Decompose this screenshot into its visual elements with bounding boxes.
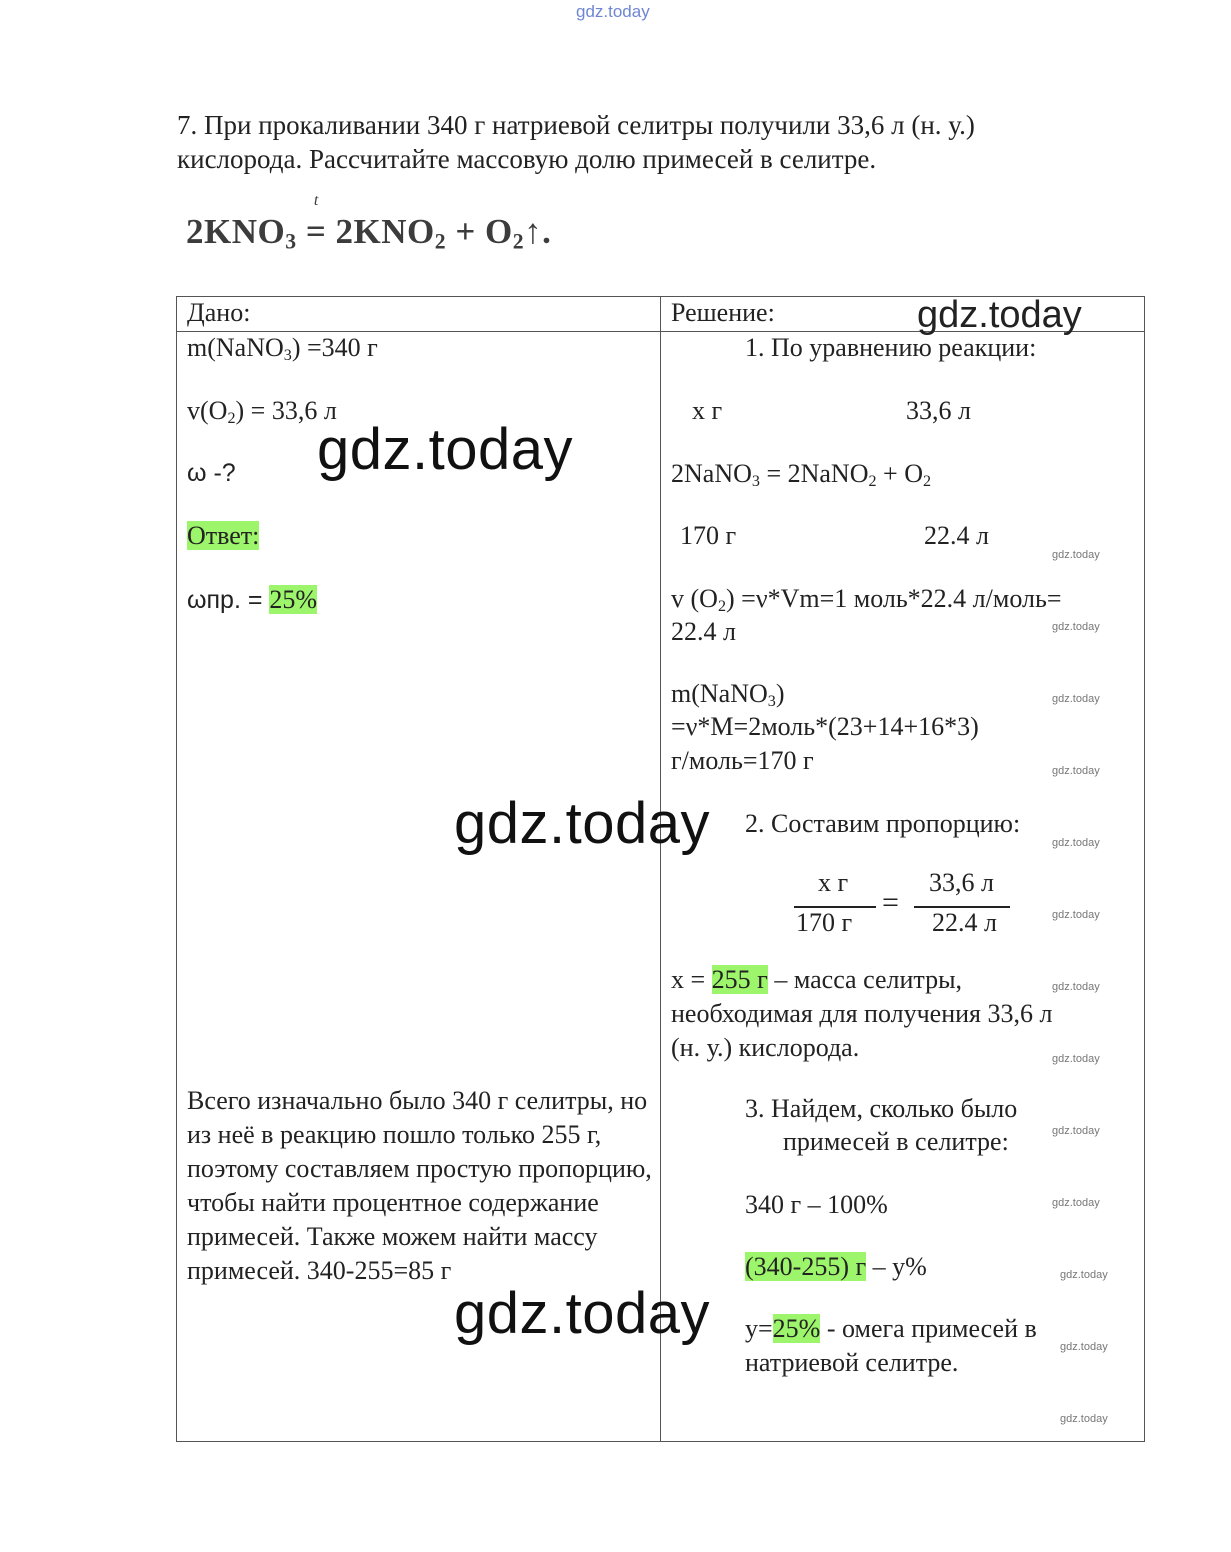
given-mass-sub: 3: [283, 347, 292, 365]
mn-sub: 3: [767, 693, 776, 711]
small-watermark: gdz.today: [1052, 1197, 1100, 1209]
frac-eq: =: [882, 886, 899, 919]
given-vol-sub: 2: [227, 410, 236, 428]
above-x: х г: [692, 396, 723, 425]
mn-b: ): [775, 679, 785, 708]
answer-line: [187, 585, 317, 615]
explanation-text: Всего изначально было 340 г селитры, но из неё в реакцию пошло только 255 г, поэтому составляем простую пропорцию, чтобы найти процентное содержание примесей. Также можем найти массу примесей. 340-255=85 г: [187, 1086, 652, 1285]
p2-rest: – у%: [866, 1252, 927, 1281]
eq-arrow: [305, 192, 327, 252]
y-rest: - омега примесей в: [820, 1314, 1037, 1343]
mn-line3: г/моль=170 г: [671, 746, 814, 775]
header-watermark: gdz.today: [917, 294, 1082, 336]
vo2-sub: 2: [717, 598, 726, 616]
solution-header: Решение:: [671, 298, 775, 327]
vo2-line1: [671, 584, 1062, 614]
answer-prefix: ωпр. =: [187, 586, 270, 614]
step3-line1: 3. Найдем, сколько было: [745, 1094, 1018, 1123]
vo2-line2: 22.4 л: [671, 617, 736, 646]
eq-left: 2KNO: [186, 212, 286, 251]
given-vol-label: v(O: [187, 396, 228, 425]
answer-label: [187, 521, 259, 551]
x-line3: (н. у.) кислорода.: [671, 1033, 860, 1062]
mn-line1: [671, 679, 785, 709]
above-v: 33,6 л: [906, 396, 971, 425]
p2-value: (340-255) г: [745, 1252, 867, 1281]
small-watermark: gdz.today: [1052, 1125, 1100, 1137]
given-mass-label: m(NaNO: [187, 333, 284, 362]
given-volume: [187, 396, 337, 426]
frac-den1: 170 г: [796, 908, 853, 937]
small-watermark: gdz.today: [1052, 765, 1100, 777]
rx-b: = 2NaNO: [759, 459, 869, 488]
x-rest: – масса селитры,: [767, 965, 963, 994]
mn-line2: =ν*M=2моль*(23+14+16*3): [671, 712, 979, 741]
given-header: Дано:: [187, 298, 251, 327]
eq-arrow-sign: =: [305, 212, 327, 251]
big-watermark-1: gdz.today: [317, 417, 574, 482]
vo2-b: ) =ν*Vm=1 моль*22.4 л/моль=: [726, 584, 1062, 613]
step2: 2. Составим пропорцию:: [745, 809, 1021, 838]
proportion-2: [745, 1252, 927, 1282]
eq-plus: + O: [455, 212, 513, 251]
given-mass-value: ) =340 г: [291, 333, 378, 362]
small-watermark: gdz.today: [1060, 1413, 1108, 1425]
y-value: 25%: [772, 1314, 821, 1343]
rx-a-sub: 3: [751, 473, 760, 491]
rx-c-sub: 2: [923, 473, 932, 491]
y-prefix: у=: [745, 1314, 773, 1343]
answer-value: 25%: [269, 585, 318, 614]
mn-a: m(NaNO: [671, 679, 768, 708]
x-line1: [671, 965, 962, 995]
small-watermark: gdz.today: [1052, 693, 1100, 705]
frac-num1: х г: [818, 868, 849, 897]
small-watermark: gdz.today: [1052, 549, 1100, 561]
x-prefix: х =: [671, 965, 712, 994]
problem-text: 7. При прокаливании 340 г натриевой селитры получили 33,6 л (н. у.) кислорода. Рассчитайте массовую долю примесей в селитре.: [177, 110, 975, 174]
small-watermark: gdz.today: [1060, 1269, 1108, 1281]
below-m: 170 г: [680, 521, 737, 550]
y-line1: [745, 1314, 1037, 1344]
given-vol-value: ) = 33,6 л: [235, 396, 337, 425]
step3-line2: примесей в селитре:: [783, 1127, 1009, 1156]
frac-den2: 22.4 л: [932, 908, 997, 937]
step1: 1. По уравнению реакции:: [745, 333, 1037, 362]
small-watermark: gdz.today: [1052, 981, 1100, 993]
eq-right-sub: 2: [434, 229, 447, 254]
small-watermark: gdz.today: [1060, 1341, 1108, 1353]
vo2-a: v (O: [671, 584, 718, 613]
rx-c: + O: [876, 459, 923, 488]
reaction-equation: [186, 192, 552, 254]
frac-num2: 33,6 л: [929, 868, 994, 897]
below-v: 22.4 л: [924, 521, 989, 550]
small-watermark: gdz.today: [1052, 621, 1100, 633]
proportion-1: 340 г – 100%: [745, 1190, 888, 1219]
eq-tail: ↑.: [524, 212, 552, 251]
eq-right: 2KNO: [335, 212, 435, 251]
small-watermark: gdz.today: [1052, 837, 1100, 849]
answer-label-text: Ответ:: [187, 521, 260, 550]
eq-arrow-mark: t: [313, 192, 319, 209]
eq-left-sub: 3: [285, 229, 297, 254]
given-omega-question: ω -?: [187, 459, 236, 487]
small-watermark: gdz.today: [1052, 1053, 1100, 1065]
small-watermark: gdz.today: [1052, 909, 1100, 921]
big-watermark-3: gdz.today: [454, 1281, 711, 1346]
top-watermark: gdz.today: [576, 2, 650, 21]
given-mass: [187, 333, 378, 363]
y-line2: натриевой селитре.: [745, 1348, 959, 1377]
x-value: 255 г: [711, 965, 768, 994]
rx-a: 2NaNO: [671, 459, 752, 488]
x-line2: необходимая для получения 33,6 л: [671, 999, 1053, 1028]
rx-b-sub: 2: [868, 473, 877, 491]
eq-o2-sub: 2: [512, 229, 525, 254]
reaction-nano3: [671, 459, 931, 489]
big-watermark-2: gdz.today: [454, 791, 711, 856]
